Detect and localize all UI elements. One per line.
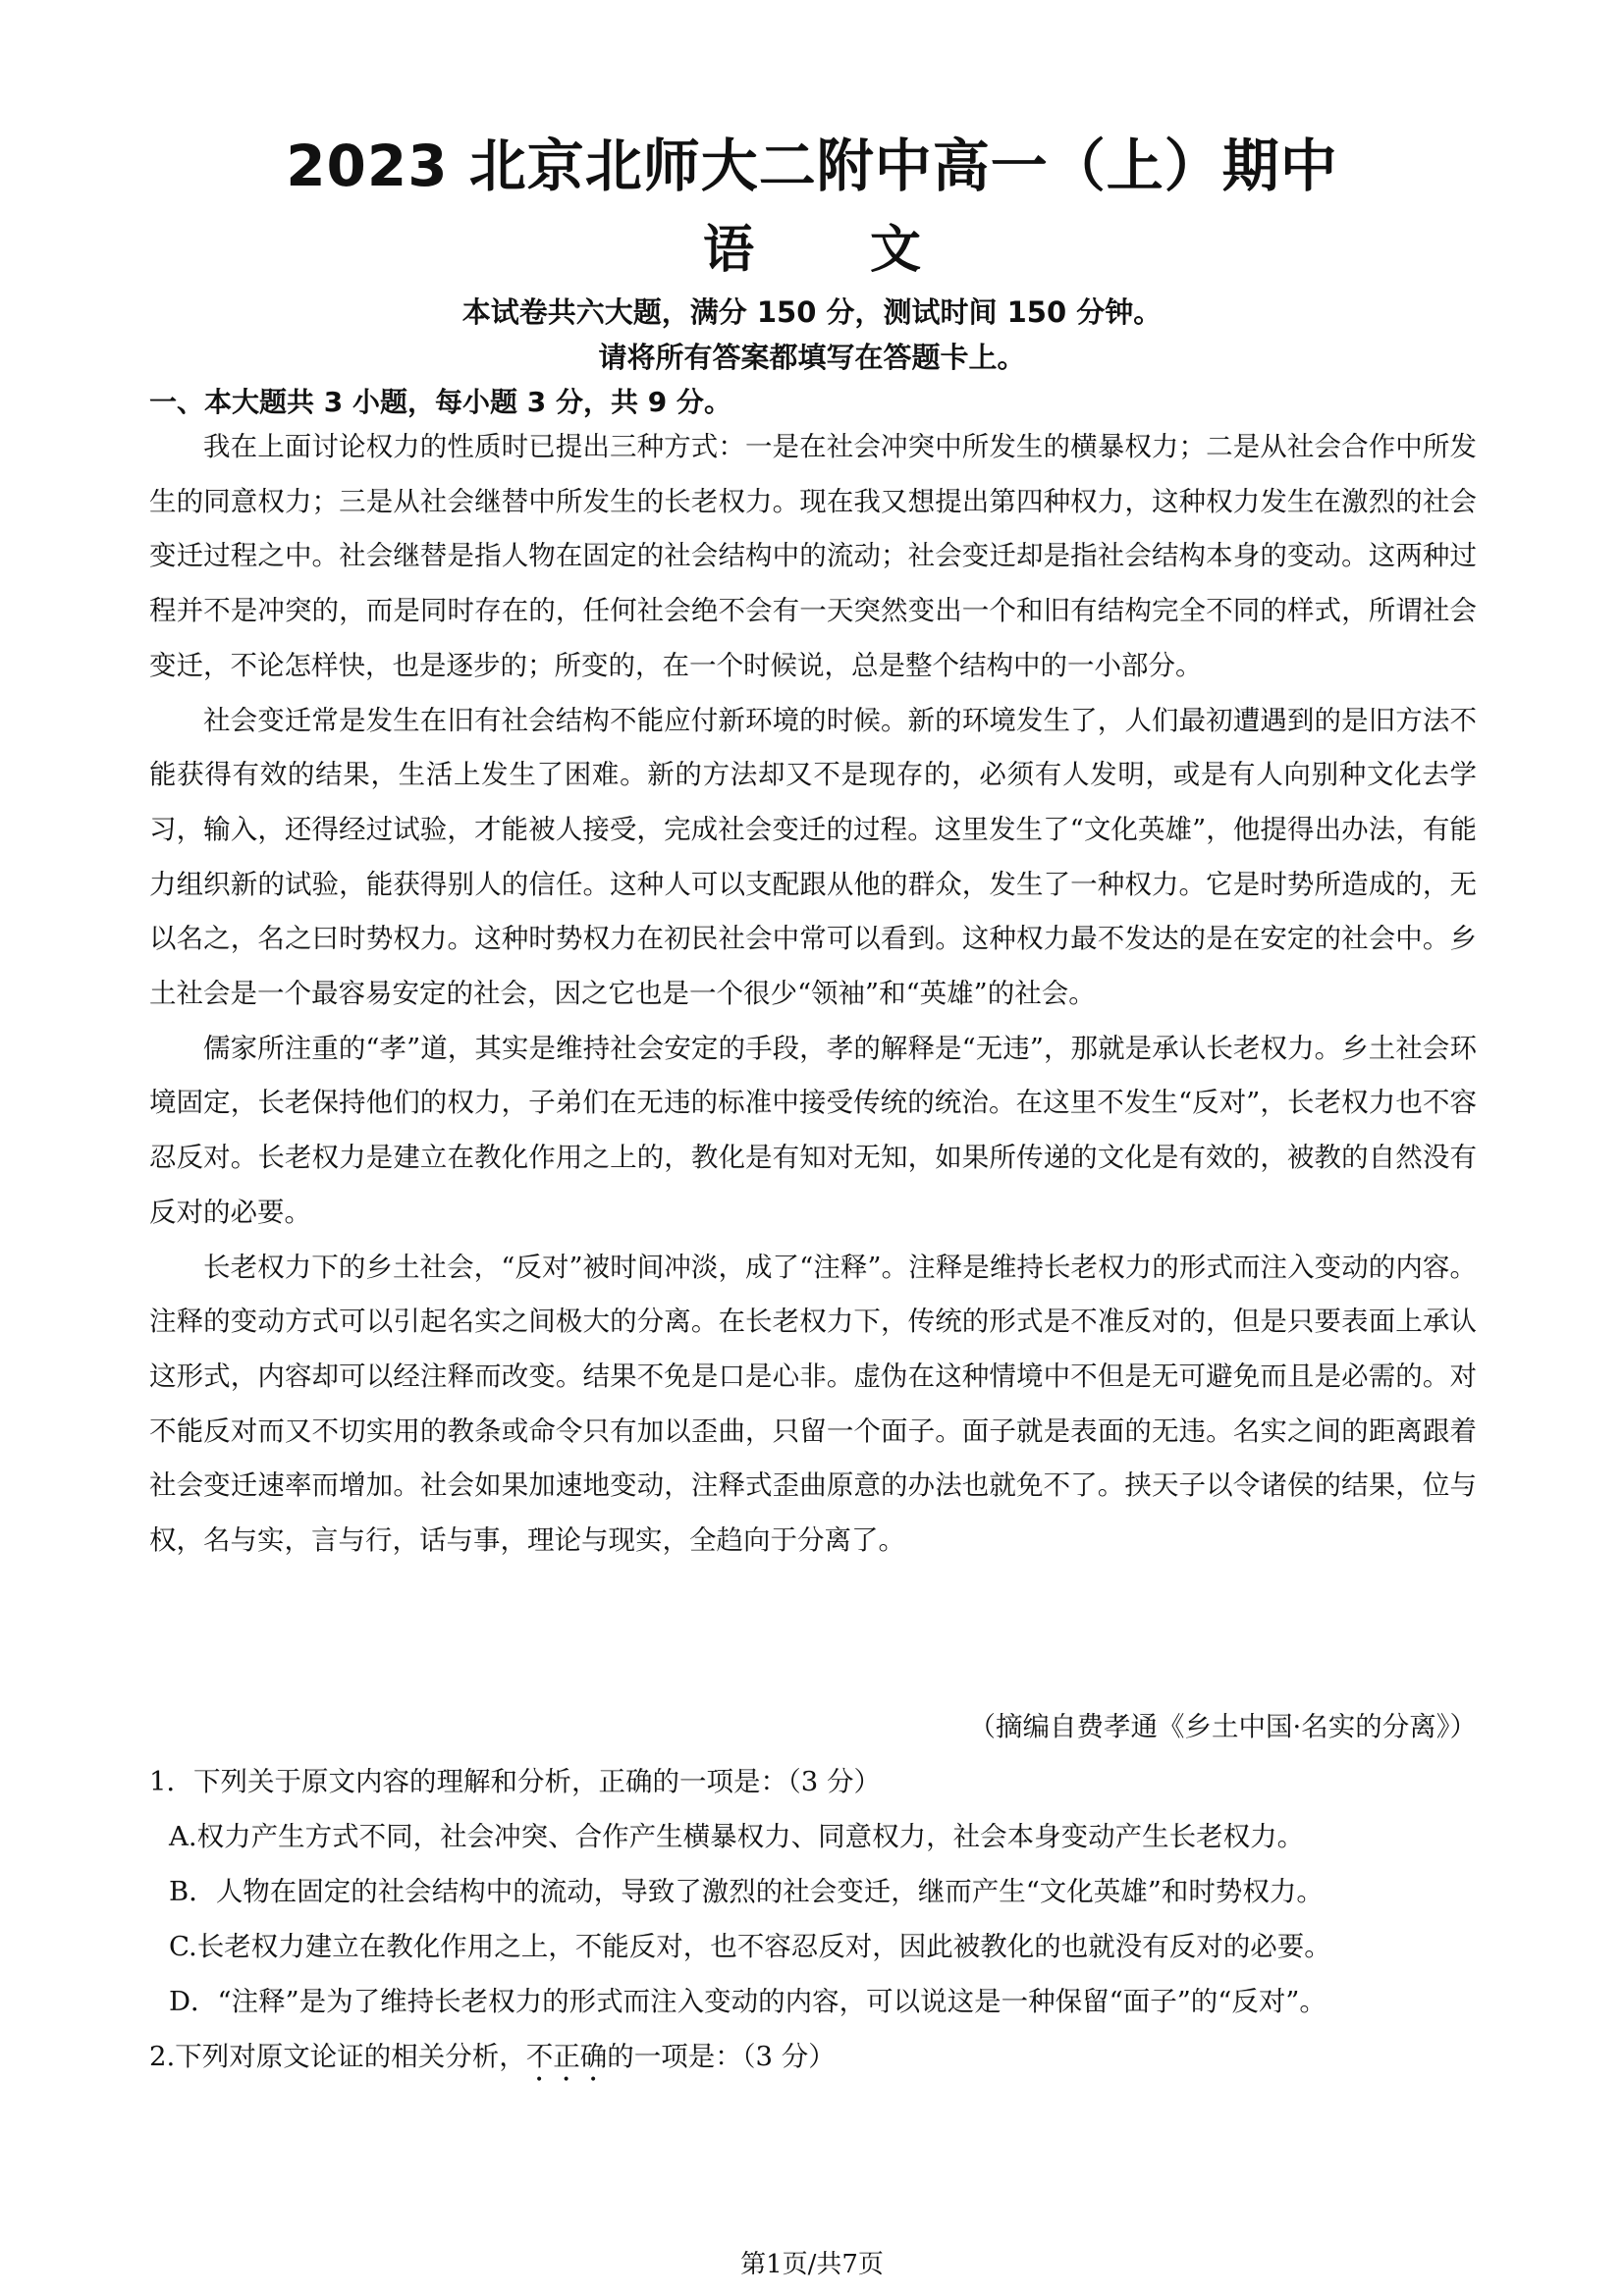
question-1-option-a: A.权力产生方式不同，社会冲突、合作产生横暴权力、同意权力，社会本身变动产生长老权力。	[169, 1821, 1305, 1852]
question-1-stem: 1．下列关于原文内容的理解和分析，正确的一项是：（3 分）	[149, 1766, 881, 1797]
exam-note-2: 请将所有答案都填写在答题卡上。	[598, 341, 1026, 374]
exam-title: 2023 北京北师大二附中高一（上）期中	[286, 133, 1338, 199]
passage-paragraph: 我在上面讨论权力的性质时已提出三种方式：一是在社会冲突中所发生的横暴权力；二是从社会合作中所发生的同意权力；三是从社会继替中所发生的长老权力。现在我又想提出第四种权力，这种权力发生在激烈的社会变迁过程之中。社会继替是指人物在固定的社会结构中的流动；社会变迁却是指社会结构本身的变动。这两种过程并不是冲突的，而是同时存在的，任何社会绝不会有一天突然变出一个和旧有结构完全不同的样式，所谓社会变迁，不论怎样快，也是逐步的；所变的，在一个时候说，总是整个结构中的一小部分。	[149, 431, 1477, 681]
passage-paragraph: 儒家所注重的“孝”道，其实是维持社会安定的手段，孝的解释是“无违”，那就是承认长老权力。乡土社会环境固定，长老保持他们的权力，子弟们在无违的标准中接受传统的统治。在这里不发生“反对”，长老权力也不容忍反对。长老权力是建立在教化作用之上的，教化是有知对无知，如果所传递的文化是有效的，被教的自然没有反对的必要。	[149, 1032, 1477, 1228]
question-2-emphasis: 不正确	[525, 2041, 608, 2072]
page-number: 第1页/共7页	[740, 2250, 884, 2279]
subject-title: 语文	[702, 221, 1037, 280]
question-2-stem-before: 2.下列对原文论证的相关分析，	[149, 2041, 526, 2072]
question-2-stem	[149, 2034, 836, 2088]
question-2-stem-after: 的一项是：（3 分）	[607, 2041, 836, 2072]
question-1-option-d: D．“注释”是为了维持长老权力的形式而注入变动的内容，可以说这是一种保留“面子”的“反对”。	[169, 1986, 1326, 2017]
passage-paragraph: 社会变迁常是发生在旧有社会结构不能应付新环境的时候。新的环境发生了，人们最初遭遇到的是旧方法不能获得有效的结果，生活上发生了困难。新的方法却又不是现存的，必须有人发明，或是有人向别种文化去学习，输入，还得经过试验，才能被人接受，完成社会变迁的过程。这里发生了“文化英雄”，他提得出办法，有能力组织新的试验，能获得别人的信任。这种人可以支配跟从他的群众，发生了一种权力。它是时势所造成的，无以名之，名之曰时势权力。这种时势权力在初民社会中常可以看到。这种权力最不发达的是在安定的社会中。乡土社会是一个最容易安定的社会，因之它也是一个很少“领袖”和“英雄”的社会。	[149, 704, 1477, 1010]
question-1-option-c: C.长老权力建立在教化作用之上，不能反对，也不容忍反对，因此被教化的也就没有反对的必要。	[169, 1931, 1331, 1962]
section-heading: 一、本大题共 3 小题，每小题 3 分，共 9 分。	[149, 386, 731, 418]
exam-note-1: 本试卷共六大题，满分 150 分，测试时间 150 分钟。	[461, 295, 1163, 329]
passage-source: （摘编自费孝通《乡土中国·名实的分离》）	[968, 1711, 1477, 1742]
reading-passage	[149, 420, 1477, 1569]
question-1-option-b: B．人物在固定的社会结构中的流动，导致了激烈的社会变迁，继而产生“文化英雄”和时势权力。	[169, 1876, 1324, 1907]
passage-paragraph: 长老权力下的乡土社会，“反对”被时间冲淡，成了“注释”。注释是维持长老权力的形式而注入变动的内容。注释的变动方式可以引起名实之间极大的分离。在长老权力下，传统的形式是不准反对的，但是只要表面上承认这形式，内容却可以经注释而改变。结果不免是口是心非。虚伪在这种情境中不但是无可避免而且是必需的。对不能反对而又不切实用的教条或命令只有加以歪曲，只留一个面子。面子就是表面的无违。名实之间的距离跟着社会变迁速率而增加。社会如果加速地变动，注释式歪曲原意的办法也就免不了。挟天子以令诸侯的结果，位与权，名与实，言与行，话与事，理论与现实，全趋向于分离了。	[149, 1251, 1477, 1557]
